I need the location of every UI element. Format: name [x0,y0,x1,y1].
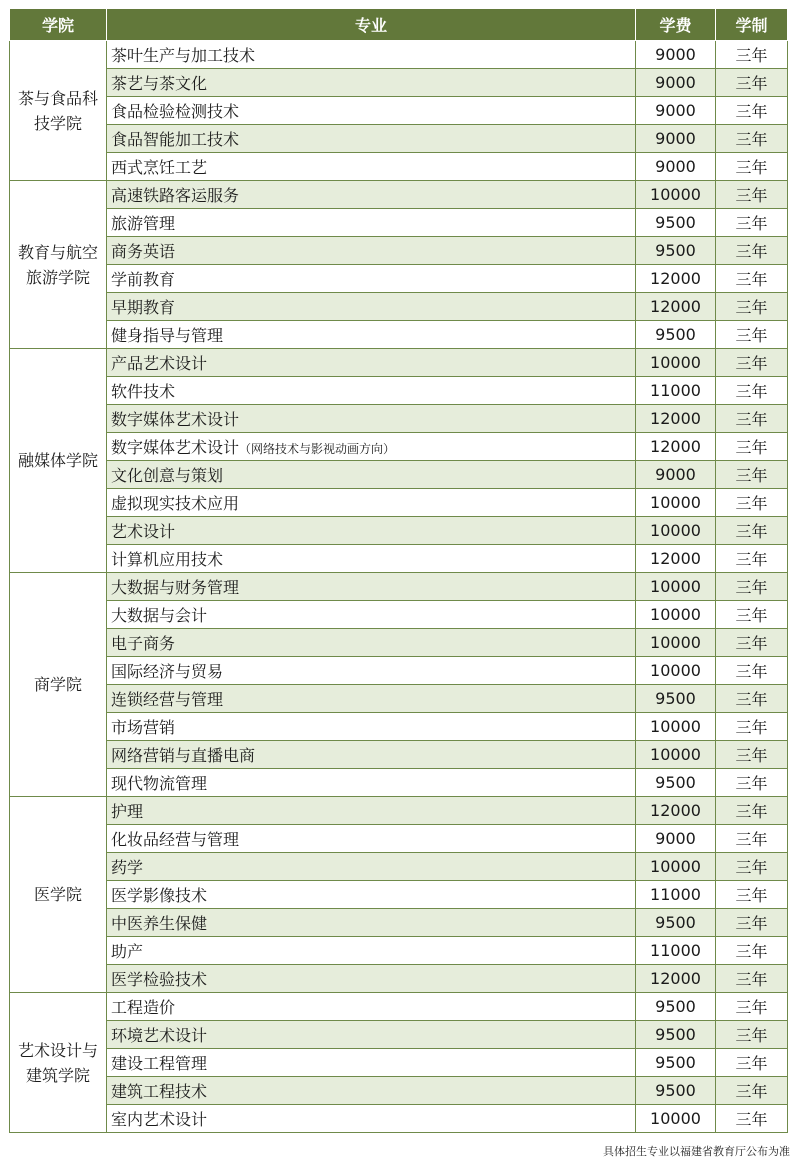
major-name-text: 国际经济与贸易 [111,662,224,681]
major-name-text: 室内艺术设计 [111,1110,208,1129]
major-name [107,181,636,209]
major-name-text: 虚拟现实技术应用 [111,494,240,513]
study-duration: 三年 [716,321,788,349]
college-name: 医学院 [10,797,107,993]
major-name [107,1105,636,1133]
tuition-fee: 10000 [636,629,716,657]
tuition-fee: 11000 [636,881,716,909]
tuition-table [9,8,788,1133]
tuition-fee: 9500 [636,1077,716,1105]
study-duration: 三年 [716,69,788,97]
table-row [10,965,788,993]
major-name-text: 食品智能加工技术 [111,130,240,149]
study-duration: 三年 [716,41,788,69]
table-row [10,713,788,741]
major-name-text: 数字媒体艺术设计 [111,410,240,429]
tuition-fee: 12000 [636,433,716,461]
table-row [10,377,788,405]
major-name-text: 大数据与会计 [111,606,208,625]
table-row [10,1105,788,1133]
tuition-fee: 10000 [636,713,716,741]
study-duration: 三年 [716,433,788,461]
major-name-text: 数字媒体艺术设计 [111,438,240,457]
major-name [107,741,636,769]
tuition-fee: 9500 [636,1021,716,1049]
major-name [107,545,636,573]
major-name-text: 现代物流管理 [111,774,208,793]
footnote: 具体招生专业以福建省教育厅公布为准 [603,1145,790,1158]
college-name: 艺术设计与建筑学院 [10,993,107,1133]
tuition-fee: 12000 [636,545,716,573]
major-name [107,1021,636,1049]
major-name [107,433,636,461]
major-name-text: 学前教育 [111,270,176,289]
study-duration: 三年 [716,461,788,489]
table-row [10,433,788,461]
study-duration: 三年 [716,909,788,937]
table-row [10,545,788,573]
major-name-text: 工程造价 [111,998,176,1017]
table-row [10,1049,788,1077]
tuition-fee: 10000 [636,517,716,545]
table-row [10,349,788,377]
study-duration: 三年 [716,937,788,965]
tuition-fee: 10000 [636,1105,716,1133]
table-row [10,41,788,69]
table-row [10,69,788,97]
study-duration: 三年 [716,629,788,657]
table-row [10,825,788,853]
study-duration: 三年 [716,293,788,321]
major-name-text: 健身指导与管理 [111,326,224,345]
table-row [10,517,788,545]
study-duration: 三年 [716,601,788,629]
major-name [107,517,636,545]
study-duration: 三年 [716,237,788,265]
tuition-fee: 9500 [636,685,716,713]
table-row [10,181,788,209]
major-name-text: 计算机应用技术 [111,550,224,569]
major-name-text: 高速铁路客运服务 [111,186,240,205]
tuition-fee: 10000 [636,349,716,377]
major-name [107,601,636,629]
major-name-text: 中医养生保健 [111,914,208,933]
table-row [10,741,788,769]
major-name-text: 助产 [111,942,144,961]
tuition-fee: 9000 [636,825,716,853]
study-duration: 三年 [716,1049,788,1077]
major-name [107,937,636,965]
major-name-text: 茶艺与茶文化 [111,74,208,93]
major-name-text: 旅游管理 [111,214,176,233]
major-name-text: 护理 [111,802,144,821]
tuition-fee: 9500 [636,993,716,1021]
tuition-fee: 12000 [636,965,716,993]
study-duration: 三年 [716,965,788,993]
major-name [107,797,636,825]
major-name-text: 商务英语 [111,242,176,261]
study-duration: 三年 [716,573,788,601]
tuition-fee: 9000 [636,97,716,125]
major-name-text: 药学 [111,858,144,877]
header-fee: 学费 [636,9,716,41]
table-row [10,685,788,713]
major-name [107,769,636,797]
tuition-fee: 9500 [636,1049,716,1077]
table-row [10,993,788,1021]
major-name [107,349,636,377]
major-name-text: 环境艺术设计 [111,1026,208,1045]
study-duration: 三年 [716,489,788,517]
major-note: （网络技术与影视动画方向） [239,442,396,456]
header-major: 专业 [107,9,636,41]
header-duration: 学制 [716,9,788,41]
major-name [107,657,636,685]
major-name [107,1049,636,1077]
table-row [10,237,788,265]
table-body [10,41,788,1133]
study-duration: 三年 [716,377,788,405]
study-duration: 三年 [716,405,788,433]
major-name [107,461,636,489]
table-row [10,209,788,237]
major-name-text: 化妆品经营与管理 [111,830,240,849]
study-duration: 三年 [716,1021,788,1049]
header-college: 学院 [10,9,107,41]
major-name [107,153,636,181]
study-duration: 三年 [716,153,788,181]
table-row [10,881,788,909]
study-duration: 三年 [716,741,788,769]
tuition-fee: 9500 [636,237,716,265]
table-row [10,853,788,881]
table-row [10,629,788,657]
major-name [107,853,636,881]
major-name-text: 早期教育 [111,298,176,317]
study-duration: 三年 [716,265,788,293]
table-row [10,657,788,685]
study-duration: 三年 [716,1077,788,1105]
table-row [10,125,788,153]
study-duration: 三年 [716,1105,788,1133]
tuition-fee: 10000 [636,601,716,629]
tuition-fee: 11000 [636,377,716,405]
tuition-fee: 10000 [636,853,716,881]
major-name-text: 连锁经营与管理 [111,690,224,709]
table-row [10,937,788,965]
tuition-fee: 10000 [636,657,716,685]
study-duration: 三年 [716,797,788,825]
study-duration: 三年 [716,685,788,713]
tuition-fee: 11000 [636,937,716,965]
college-name: 商学院 [10,573,107,797]
major-name [107,1077,636,1105]
table-row [10,797,788,825]
table-row [10,909,788,937]
study-duration: 三年 [716,97,788,125]
table-row [10,321,788,349]
study-duration: 三年 [716,853,788,881]
tuition-fee: 10000 [636,573,716,601]
table-row [10,293,788,321]
major-name [107,965,636,993]
major-name [107,685,636,713]
tuition-fee: 10000 [636,181,716,209]
major-name-text: 网络营销与直播电商 [111,746,256,765]
study-duration: 三年 [716,209,788,237]
table-row [10,601,788,629]
study-duration: 三年 [716,545,788,573]
study-duration: 三年 [716,349,788,377]
study-duration: 三年 [716,881,788,909]
study-duration: 三年 [716,517,788,545]
major-name-text: 产品艺术设计 [111,354,208,373]
major-name-text: 市场营销 [111,718,176,737]
major-name [107,237,636,265]
tuition-fee: 9500 [636,321,716,349]
tuition-fee: 9000 [636,153,716,181]
tuition-fee: 9500 [636,909,716,937]
major-name-text: 大数据与财务管理 [111,578,240,597]
major-name [107,629,636,657]
major-name [107,825,636,853]
college-name: 教育与航空旅游学院 [10,181,107,349]
header-row [10,9,788,41]
tuition-fee: 9000 [636,69,716,97]
major-name [107,881,636,909]
tuition-fee: 9500 [636,769,716,797]
major-name [107,713,636,741]
tuition-fee: 9000 [636,41,716,69]
major-name-text: 软件技术 [111,382,176,401]
major-name-text: 医学影像技术 [111,886,208,905]
tuition-fee: 12000 [636,265,716,293]
table-row [10,1077,788,1105]
major-name [107,377,636,405]
table-row [10,769,788,797]
table-row [10,461,788,489]
major-name-text: 艺术设计 [111,522,176,541]
major-name-text: 文化创意与策划 [111,466,224,485]
study-duration: 三年 [716,713,788,741]
table-row [10,1021,788,1049]
major-name [107,489,636,517]
tuition-fee: 9000 [636,125,716,153]
table-row [10,265,788,293]
major-name [107,321,636,349]
tuition-fee: 10000 [636,489,716,517]
study-duration: 三年 [716,125,788,153]
major-name-text: 建设工程管理 [111,1054,208,1073]
tuition-fee: 10000 [636,741,716,769]
table-row [10,153,788,181]
major-name [107,265,636,293]
tuition-fee: 9500 [636,209,716,237]
table-row [10,405,788,433]
major-name-text: 建筑工程技术 [111,1082,208,1101]
table-row [10,489,788,517]
tuition-fee: 12000 [636,797,716,825]
major-name [107,573,636,601]
college-name: 茶与食品科技学院 [10,41,107,181]
tuition-fee: 12000 [636,405,716,433]
tuition-fee: 9000 [636,461,716,489]
major-name-text: 电子商务 [111,634,176,653]
study-duration: 三年 [716,181,788,209]
study-duration: 三年 [716,769,788,797]
major-name-text: 食品检验检测技术 [111,102,240,121]
major-name-text: 医学检验技术 [111,970,208,989]
major-name [107,405,636,433]
study-duration: 三年 [716,825,788,853]
major-name [107,293,636,321]
major-name-text: 茶叶生产与加工技术 [111,46,256,65]
tuition-fee: 12000 [636,293,716,321]
study-duration: 三年 [716,993,788,1021]
study-duration: 三年 [716,657,788,685]
major-name [107,125,636,153]
major-name [107,209,636,237]
major-name [107,41,636,69]
major-name [107,69,636,97]
major-name-text: 西式烹饪工艺 [111,158,208,177]
table-row [10,97,788,125]
major-name [107,993,636,1021]
college-name: 融媒体学院 [10,349,107,573]
table-row [10,573,788,601]
major-name [107,909,636,937]
major-name [107,97,636,125]
